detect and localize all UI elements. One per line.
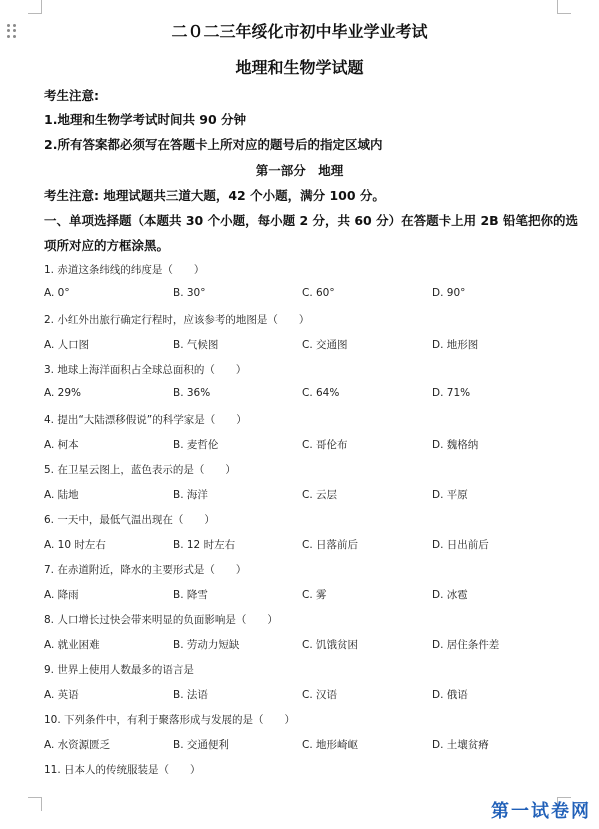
question-2-stem: 2. 小红外出旅行确定行程时，应该参考的地图是（ ）: [44, 314, 310, 326]
option-a: A. 英语: [44, 689, 79, 701]
option-b: B. 交通便利: [173, 739, 229, 751]
question-3-options: [44, 387, 564, 403]
option-b: B. 法语: [173, 689, 208, 701]
option-a: A. 人口图: [44, 339, 90, 351]
question-10-stem: 10. 下列条件中，有利于聚落形成与发展的是（ ）: [44, 714, 296, 726]
option-d: D. 土壤贫瘠: [432, 739, 489, 751]
option-a: A. 就业困难: [44, 639, 100, 651]
option-a: A. 水资源匮乏: [44, 739, 111, 751]
option-b: B. 降雪: [173, 589, 208, 601]
option-d: D. 地形图: [432, 339, 479, 351]
crop-mark-top-right: [557, 0, 571, 14]
option-d: D. 71%: [432, 387, 471, 399]
exam-title: 二０二三年绥化市初中毕业学业考试: [171, 22, 428, 41]
question-1-stem: 1. 赤道这条纬线的纬度是（ ）: [44, 264, 205, 276]
question-3-stem: 3. 地球上海洋面积占全球总面积的（ ）: [44, 364, 247, 376]
crop-mark-top-left: [28, 0, 42, 14]
question-11-stem: 11. 日本人的传统服装是（ ）: [44, 764, 201, 776]
section-instruction-line-2: 项所对应的方框涂黑。: [44, 238, 170, 253]
question-5-options: [44, 487, 564, 503]
question-5-stem: 5. 在卫星云图上，蓝色表示的是（ ）: [44, 464, 236, 476]
option-d: D. 平原: [432, 489, 468, 501]
site-watermark: 第一试卷网: [491, 801, 591, 822]
part-notice: 考生注意: 地理试题共三道大题，42 个小题，满分 100 分。: [44, 188, 385, 203]
part-heading: 第一部分 地理: [255, 163, 344, 178]
option-c: C. 饥饿贫困: [302, 639, 359, 651]
option-c: C. 汉语: [302, 689, 338, 701]
question-7-options: [44, 587, 564, 603]
option-c: C. 雾: [302, 589, 327, 601]
notice-item-2: 2.所有答案都必须写在答题卡上所对应的题号后的指定区域内: [44, 137, 383, 152]
question-9-stem: 9. 世界上使用人数最多的语言是: [44, 664, 194, 676]
question-9-options: [44, 687, 564, 703]
question-1-options: [44, 287, 564, 303]
notice-item-1: 1.地理和生物学考试时间共 90 分钟: [44, 112, 247, 127]
option-d: D. 冰雹: [432, 589, 468, 601]
option-b: B. 劳动力短缺: [173, 639, 240, 651]
question-4-options: [44, 437, 564, 453]
option-b: B. 30°: [173, 287, 206, 299]
question-8-stem: 8. 人口增长过快会带来明显的负面影响是（ ）: [44, 614, 278, 626]
option-c: C. 哥伦布: [302, 439, 348, 451]
option-c: C. 64%: [302, 387, 340, 399]
option-d: D. 魏格纳: [432, 439, 479, 451]
option-d: D. 居住条件差: [432, 639, 500, 651]
option-a: A. 29%: [44, 387, 82, 399]
option-d: D. 俄语: [432, 689, 468, 701]
option-c: C. 地形崎岖: [302, 739, 359, 751]
question-10-options: [44, 737, 564, 753]
option-a: A. 柯本: [44, 439, 79, 451]
notice-heading: 考生注意:: [44, 88, 99, 103]
question-4-stem: 4. 提出“大陆漂移假说”的科学家是（ ）: [44, 414, 247, 426]
question-2-options: [44, 337, 564, 353]
option-b: B. 麦哲伦: [173, 439, 219, 451]
exam-subtitle: 地理和生物学试题: [235, 58, 364, 77]
option-d: D. 90°: [432, 287, 466, 299]
question-6-stem: 6. 一天中，最低气温出现在（ ）: [44, 514, 215, 526]
section-instruction-line-1: 一、单项选择题（本题共 30 个小题，每小题 2 分，共 60 分）在答题卡上用 2B 铅笔把你的选: [44, 213, 579, 228]
crop-mark-bottom-left: [28, 797, 42, 811]
option-c: C. 60°: [302, 287, 335, 299]
option-c: C. 日落前后: [302, 539, 359, 551]
option-b: B. 36%: [173, 387, 211, 399]
option-a: A. 0°: [44, 287, 70, 299]
option-d: D. 日出前后: [432, 539, 489, 551]
option-a: A. 陆地: [44, 489, 79, 501]
option-a: A. 降雨: [44, 589, 79, 601]
option-b: B. 12 时左右: [173, 539, 236, 551]
question-7-stem: 7. 在赤道附近，降水的主要形式是（ ）: [44, 564, 247, 576]
question-8-options: [44, 637, 564, 653]
option-a: A. 10 时左右: [44, 539, 106, 551]
question-6-options: [44, 537, 564, 553]
option-c: C. 交通图: [302, 339, 348, 351]
option-c: C. 云层: [302, 489, 338, 501]
option-b: B. 海洋: [173, 489, 208, 501]
option-b: B. 气候图: [173, 339, 219, 351]
